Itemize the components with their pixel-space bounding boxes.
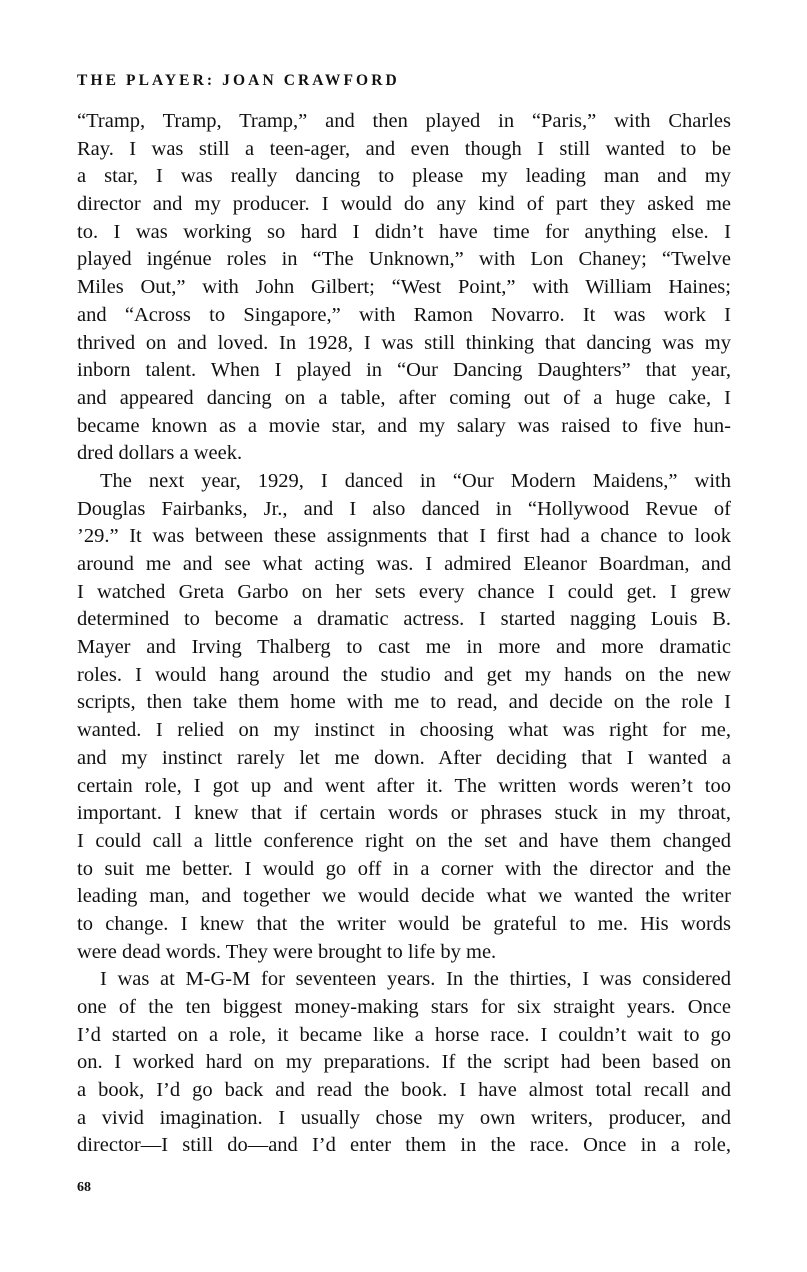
text-line: and my instinct rarely let me down. After deciding that I wanted a xyxy=(77,746,731,769)
text-line: wanted. I relied on my instinct in choosing what was right for me, xyxy=(77,719,731,742)
body-text xyxy=(77,108,731,1160)
text-line: Ray. I was still a teen-ager, and even though I still wanted to be xyxy=(77,137,731,160)
page-number: 68 xyxy=(77,1180,91,1195)
text-line: dred dollars a week. xyxy=(77,442,243,465)
text-line: certain role, I got up and went after it. The written words weren’t too xyxy=(77,774,731,797)
text-line: thrived on and loved. In 1928, I was still thinking that dancing was my xyxy=(77,331,731,354)
text-line: determined to become a dramatic actress. I started nagging Louis B. xyxy=(77,608,731,631)
text-line: a star, I was really dancing to please my leading man and my xyxy=(77,165,731,188)
text-line: Douglas Fairbanks, Jr., and I also danced in “Hollywood Revue of xyxy=(77,497,731,520)
text-line: around me and see what acting was. I admired Eleanor Boardman, and xyxy=(77,553,731,575)
text-line: director and my producer. I would do any kind of part they asked me xyxy=(77,193,731,216)
text-line: I watched Greta Garbo on her sets every chance I could get. I grew xyxy=(77,580,731,603)
text-line: inborn talent. When I played in “Our Dancing Daughters” that year, xyxy=(77,359,731,382)
text-line: The next year, 1929, I danced in “Our Modern Maidens,” with xyxy=(100,469,731,492)
text-line: to suit me better. I would go off in a corner with the director and the xyxy=(77,857,731,880)
text-line: one of the ten biggest money-making stars for six straight years. Once xyxy=(77,996,731,1018)
text-line: to change. I knew that the writer would be grateful to me. His words xyxy=(77,912,731,935)
text-line: to. I was working so hard I didn’t have time for anything else. I xyxy=(77,220,731,243)
text-line: were dead words. They were brought to life by me. xyxy=(77,940,497,963)
text-line: important. I knew that if certain words or phrases stuck in my throat, xyxy=(77,802,731,825)
text-line: a book, I’d go back and read the book. I have almost total recall and xyxy=(77,1079,731,1102)
text-line: roles. I would hang around the studio and get my hands on the new xyxy=(77,663,731,686)
text-line: I could call a little conference right on the set and have them changed xyxy=(77,829,731,852)
text-line: became known as a movie star, and my salary was raised to five hun- xyxy=(77,414,731,437)
text-line: I’d started on a role, it became like a horse race. I couldn’t wait to go xyxy=(77,1023,731,1046)
text-line: I was at M-G-M for seventeen years. In the thirties, I was considered xyxy=(100,968,731,991)
text-line: ’29.” It was between these assignments that I first had a chance to look xyxy=(77,525,731,548)
text-line: on. I worked hard on my preparations. If the script had been based on xyxy=(77,1051,731,1074)
text-line: director—I still do—and I’d enter them in the race. Once in a role, xyxy=(77,1134,731,1157)
text-line: Miles Out,” with John Gilbert; “West Point,” with William Haines; xyxy=(77,276,731,299)
text-line: scripts, then take them home with me to read, and decide on the role I xyxy=(77,691,731,714)
running-head: THE PLAYER: JOAN CRAWFORD xyxy=(77,72,400,89)
text-line: a vivid imagination. I usually chose my own writers, producer, and xyxy=(77,1106,731,1129)
text-line: Mayer and Irving Thalberg to cast me in more and more dramatic xyxy=(77,636,731,659)
text-line: leading man, and together we would decide what we wanted the writer xyxy=(77,885,731,908)
text-line: and “Across to Singapore,” with Ramon Novarro. It was work I xyxy=(77,303,731,326)
text-line: “Tramp, Tramp, Tramp,” and then played in “Paris,” with Charles xyxy=(77,110,731,132)
text-line: and appeared dancing on a table, after coming out of a huge cake, I xyxy=(77,386,731,409)
text-line: played ingénue roles in “The Unknown,” with Lon Chaney; “Twelve xyxy=(77,248,731,271)
